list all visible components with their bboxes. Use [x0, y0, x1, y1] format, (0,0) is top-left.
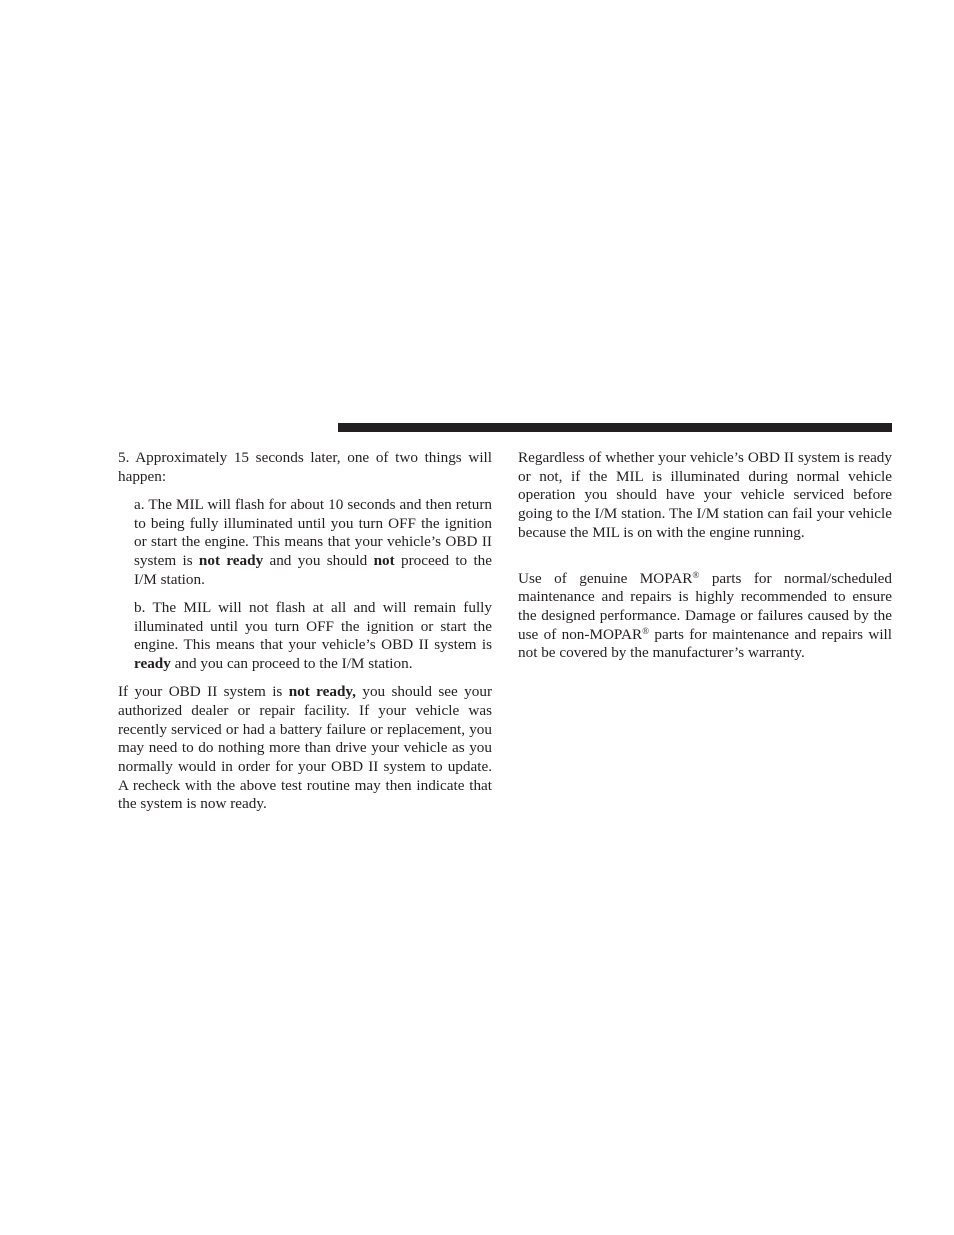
section-header-rule [338, 423, 892, 432]
step-5-paragraph: 5. Approximately 15 seconds later, one of two things will happen: [118, 449, 492, 485]
emphasis-not-ready: not ready [198, 552, 264, 570]
item-a-paragraph: a. The MIL will flash for about 10 seconds and then return to being fully illuminated until you turn OFF the ignition or start the engine. This means that your vehicle’s OBD II system is not ready and you should not proceed to the I/M station. [134, 495, 493, 588]
registered-mark: ® [692, 569, 700, 580]
mopar-paragraph: Use of genuine MOPAR® parts for normal/scheduled maintenance and repairs is highly recommended to ensure the designed performance. Damage or failures caused by the use of non-MOPAR® parts for maintenance and repairs will not be covered by the manufacturer’s warranty. [518, 569, 892, 662]
emphasis-not-ready-2: not ready, [288, 683, 356, 701]
emphasis-not: not [373, 552, 395, 570]
left-column [118, 449, 492, 814]
regardless-paragraph: Regardless of whether your vehicle’s OBD II system is ready or not, if the MIL is illuminated during normal vehicle operation you should have your vehicle serviced before going to the I/M station. The I/M station can fail your vehicle because the MIL is on with the engine running. [518, 449, 892, 541]
emphasis-ready: ready [134, 655, 171, 673]
item-b-paragraph: b. The MIL will not flash at all and will remain fully illuminated until you turn OFF the ignition or start the engine. This means that your vehicle’s OBD II system is ready and you can proceed to the I/M station. [134, 598, 492, 673]
not-ready-paragraph: If your OBD II system is not ready, you should see your authorized dealer or repair facility. If your vehicle was recently serviced or had a battery failure or replacement, you may need to do nothing more than drive your vehicle as you normally would in order for your OBD II system to update. A recheck with the above test routine may then indicate that the system is now ready. [118, 683, 492, 813]
right-column [518, 449, 892, 663]
registered-mark: ® [642, 625, 649, 636]
